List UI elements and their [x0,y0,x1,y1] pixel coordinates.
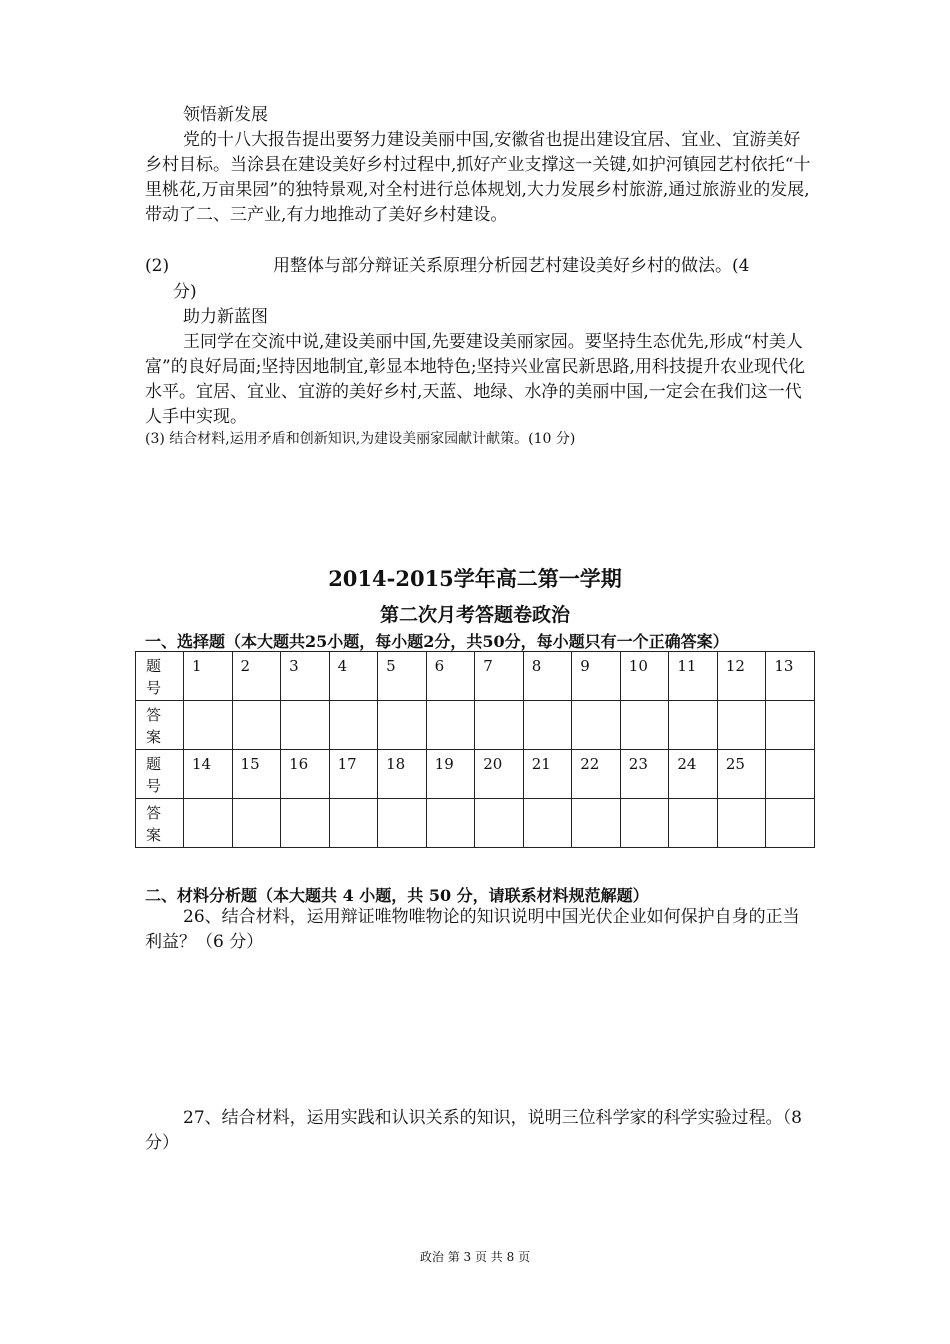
table-row [136,750,815,799]
question-2-continuation: 分) [173,282,197,302]
answer-cell[interactable] [378,701,427,750]
question-27: 27、结合材料，运用实践和认识关系的知识，说明三位科学家的科学实验过程。（8 分） [145,1108,802,1153]
table-row [136,701,815,750]
question-3: (3) 结合材料,运用矛盾和创新知识,为建设美丽家园献计献策。(10 分) [145,431,576,447]
question-number-cell: 8 [523,652,572,701]
question-number-cell: 22 [572,750,621,799]
answer-cell[interactable] [184,701,233,750]
question-2-number: (2) [145,256,170,276]
answer-cell[interactable] [523,799,572,848]
answer-cell[interactable] [232,799,281,848]
question-number-cell: 3 [281,652,330,701]
question-number-cell: 20 [475,750,524,799]
question-26: 26、结合材料，运用辩证唯物唯物论的知识说明中国光伏企业如何保护自身的正当利益？（6 分） [145,907,800,952]
answer-cell[interactable] [620,701,669,750]
question-number-cell [766,750,815,799]
heading-lingwu: 领悟新发展 [183,105,268,125]
heading-zhuli: 助力新蓝图 [183,307,268,327]
answer-cell[interactable] [572,701,621,750]
answer-cell[interactable] [281,701,330,750]
answer-cell[interactable] [184,799,233,848]
row-label: 题 号 [136,652,184,701]
answer-cell[interactable] [426,799,475,848]
answer-cell[interactable] [232,701,281,750]
question-number-cell: 18 [378,750,427,799]
question-number-cell: 17 [329,750,378,799]
question-2-text: 用整体与部分辩证关系原理分析园艺村建设美好乡村的做法。(4 [273,256,750,276]
question-number-cell: 5 [378,652,427,701]
answer-cell[interactable] [669,701,718,750]
material-paragraph-1: 党的十八大报告提出要努力建设美丽中国,安徽省也提出建设宜居、宜业、宜游美好乡村目标。当涂县在建设美好乡村过程中,抓好产业支撑这一关键,如护河镇园艺村依托“十里桃花,万亩果园”的独特景观,对全村进行总体规划,大力发展乡村旅游,通过旅游业的发展,带动了二、三产业,有力地推动了美好乡村建设。 [145,130,811,225]
answer-cell[interactable] [620,799,669,848]
page-footer: 政治 第 3 页 共 8 页 [419,1250,531,1264]
answer-cell[interactable] [281,799,330,848]
answer-cell[interactable] [426,701,475,750]
answer-cell[interactable] [669,799,718,848]
question-number-cell: 14 [184,750,233,799]
question-number-cell: 11 [669,652,718,701]
answer-cell[interactable] [329,799,378,848]
question-number-cell: 12 [717,652,766,701]
question-number-cell: 10 [620,652,669,701]
answer-sheet-title: 2014-2015学年高二第一学期 [328,566,622,591]
row-label: 题 号 [136,750,184,799]
answer-cell[interactable] [329,701,378,750]
answer-cell[interactable] [572,799,621,848]
question-number-cell: 21 [523,750,572,799]
table-row [136,652,815,701]
answer-cell[interactable] [717,799,766,848]
question-number-cell: 23 [620,750,669,799]
section-analysis-heading: 二、材料分析题（本大题共 4 小题，共 50 分，请联系材料规范解题） [145,886,649,905]
question-number-cell: 25 [717,750,766,799]
answer-table [135,651,815,848]
table-row [136,799,815,848]
question-number-cell: 7 [475,652,524,701]
question-number-cell: 6 [426,652,475,701]
answer-cell[interactable] [475,799,524,848]
answer-cell[interactable] [475,701,524,750]
answer-cell[interactable] [766,701,815,750]
material-paragraph-2: 王同学在交流中说,建设美丽中国,先要建设美丽家园。要坚持生态优先,形成“村美人富”的良好局面;坚持因地制宜,彰显本地特色;坚持兴业富民新思路,用科技提升农业现代化水平。宜居、宜业、宜游的美好乡村,天蓝、地绿、水净的美丽中国,一定会在我们这一代人手中实现。 [145,332,805,427]
question-number-cell: 19 [426,750,475,799]
question-number-cell: 4 [329,652,378,701]
question-number-cell: 2 [232,652,281,701]
row-label: 答 案 [136,799,184,848]
answer-cell[interactable] [766,799,815,848]
answer-cell[interactable] [378,799,427,848]
question-number-cell: 1 [184,652,233,701]
answer-cell[interactable] [717,701,766,750]
question-number-cell: 24 [669,750,718,799]
question-number-cell: 9 [572,652,621,701]
answer-cell[interactable] [523,701,572,750]
section-choice-heading: 一、选择题（本大题共25小题，每小题2分，共50分，每小题只有一个正确答案） [145,632,729,651]
question-number-cell: 16 [281,750,330,799]
answer-sheet-subtitle: 第二次月考答题卷政治 [379,604,570,626]
question-number-cell: 13 [766,652,815,701]
row-label: 答 案 [136,701,184,750]
question-number-cell: 15 [232,750,281,799]
